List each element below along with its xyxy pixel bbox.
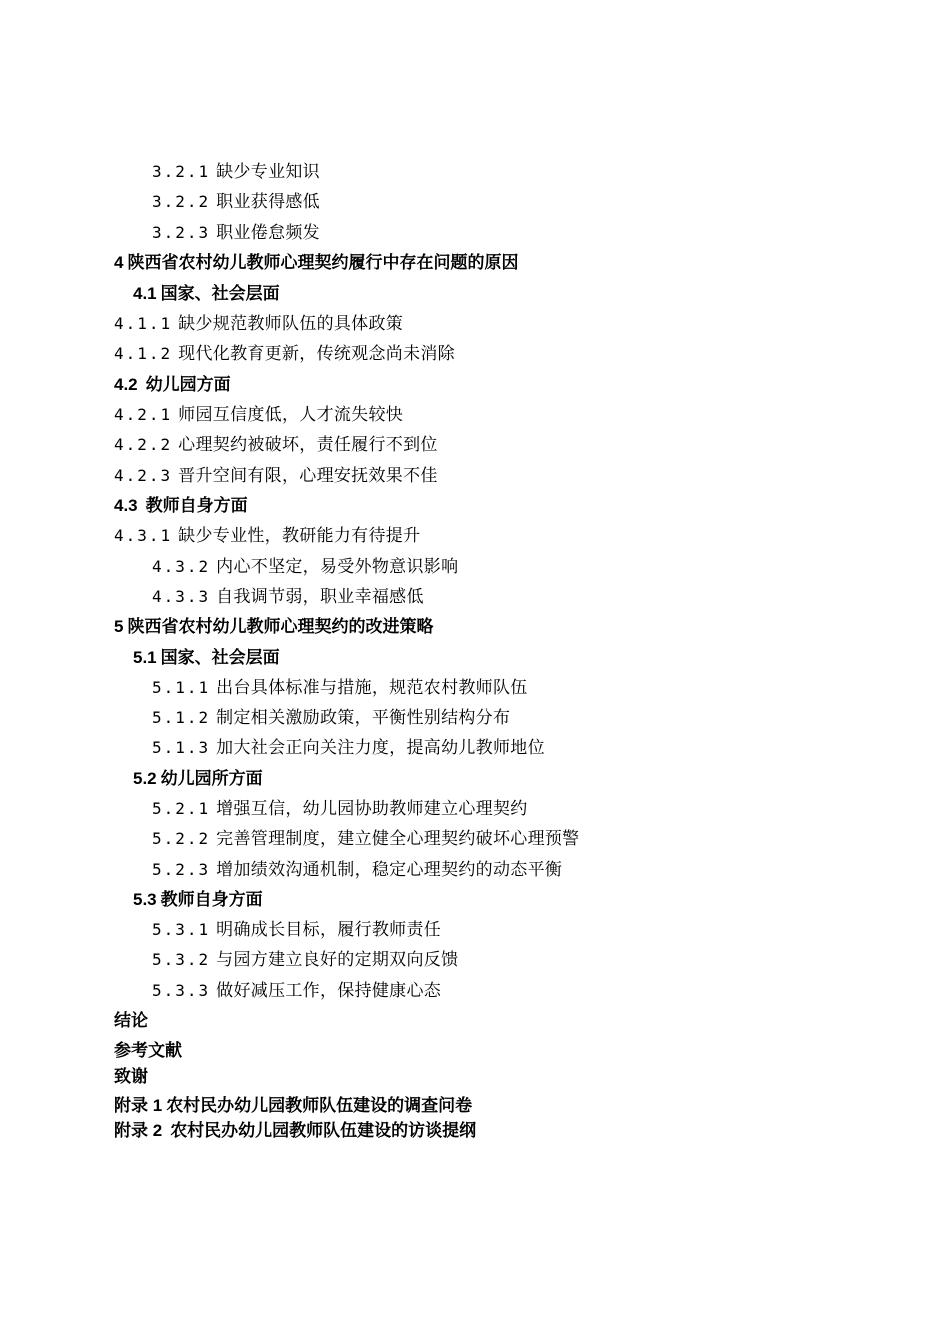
toc-entry-number: 3.2.3 [152,223,211,242]
toc-entry-number: 4.3.2 [152,557,211,576]
toc-entry-title: 心理契约被破坏，责任履行不到位 [178,435,438,455]
toc-entry[interactable] [114,464,438,488]
toc-entry-number: 4.2.2 [114,435,173,454]
toc-chapter-heading[interactable] [114,615,433,639]
toc-entry[interactable] [114,342,455,366]
toc-entry[interactable] [114,403,403,427]
toc-entry[interactable] [152,555,458,579]
toc-entry-number: 4.2.1 [114,405,173,424]
toc-entry-number: 5.2.1 [152,799,211,818]
toc-section-number: 4.1 [133,284,157,303]
toc-entry[interactable] [152,797,528,821]
toc-section-number: 4.3 [114,496,138,515]
toc-entry-number: 5.3.2 [152,950,211,969]
toc-entry[interactable] [152,979,441,1003]
toc-entry-number: 3.2.1 [152,162,211,181]
toc-entry[interactable] [152,190,320,214]
toc-entry[interactable] [152,918,441,942]
toc-entry-title: 缺少专业知识 [216,162,320,182]
toc-chapter-number: 4 [114,253,124,272]
toc-section-number: 5.1 [133,648,157,667]
toc-entry-title: 完善管理制度，建立健全心理契约破坏心理预警 [216,829,580,849]
toc-section-title: 幼儿园所方面 [160,769,263,789]
toc-section-title: 国家、社会层面 [160,284,280,304]
toc-entry-title: 明确成长目标，履行教师责任 [216,920,442,940]
toc-section-number: 5.3 [133,890,157,909]
toc-appendix-title: 农村民办幼儿园教师队伍建设的调查问卷 [166,1096,473,1116]
toc-section-heading[interactable] [133,646,280,670]
toc-acknowledgements-title: 致谢 [114,1067,148,1087]
toc-entry-number: 5.3.3 [152,981,211,1000]
toc-acknowledgements[interactable] [114,1065,148,1089]
toc-entry-number: 5.1.1 [152,678,211,697]
toc-conclusion-title: 结论 [114,1011,148,1031]
toc-entry-title: 缺少专业性，教研能力有待提升 [178,526,421,546]
toc-entry-title: 与园方建立良好的定期双向反馈 [216,950,459,970]
toc-appendix-number: 附录 2 [114,1121,163,1140]
toc-entry-number: 4.3.3 [152,587,211,606]
toc-entry-number: 4.2.3 [114,466,173,485]
toc-chapter-number: 5 [114,617,124,636]
toc-entry-title: 缺少规范教师队伍的具体政策 [178,314,404,334]
toc-entry[interactable] [152,676,528,700]
toc-entry-number: 5.3.1 [152,920,211,939]
toc-chapter-title: 陕西省农村幼儿教师心理契约履行中存在问题的原因 [127,253,519,273]
toc-entry-title: 增强互信，幼儿园协助教师建立心理契约 [216,799,528,819]
toc-entry[interactable] [152,221,320,245]
toc-entry-number: 5.2.2 [152,829,211,848]
toc-entry[interactable] [114,433,438,457]
toc-section-heading[interactable] [114,373,231,397]
toc-appendix[interactable] [114,1119,476,1143]
toc-entry-number: 5.1.3 [152,738,211,757]
toc-appendix[interactable] [114,1094,472,1118]
toc-entry[interactable] [152,736,545,760]
toc-conclusion[interactable] [114,1009,148,1033]
toc-entry-number: 4.3.1 [114,526,173,545]
toc-entry-title: 增加绩效沟通机制，稳定心理契约的动态平衡 [216,860,563,880]
toc-section-title: 教师自身方面 [160,890,263,910]
toc-entry-title: 现代化教育更新，传统观念尚未消除 [178,344,455,364]
toc-section-heading[interactable] [114,494,248,518]
toc-entry-title: 职业倦怠频发 [216,223,320,243]
toc-entry-title: 晋升空间有限，心理安抚效果不佳 [178,466,438,486]
toc-section-title: 国家、社会层面 [160,648,280,668]
toc-entry-title: 内心不坚定，易受外物意识影响 [216,557,459,577]
toc-entry-title: 加大社会正向关注力度，提高幼儿教师地位 [216,738,545,758]
toc-references[interactable] [114,1039,182,1063]
toc-appendix-title: 农村民办幼儿园教师队伍建设的访谈提纲 [170,1121,477,1141]
toc-entry[interactable] [114,312,403,336]
toc-appendix-number: 附录 1 [114,1096,163,1115]
toc-entry[interactable] [152,858,562,882]
toc-section-number: 5.2 [133,769,157,788]
toc-chapter-title: 陕西省农村幼儿教师心理契约的改进策略 [127,617,434,637]
toc-entry-title: 制定相关激励政策，平衡性别结构分布 [216,708,511,728]
toc-chapter-heading[interactable] [114,251,518,275]
toc-entry[interactable] [152,585,424,609]
toc-entry-title: 职业获得感低 [216,192,320,212]
toc-entry-title: 自我调节弱，职业幸福感低 [216,587,424,607]
toc-entry[interactable] [114,524,420,548]
toc-section-heading[interactable] [133,767,263,791]
toc-entry[interactable] [152,827,579,851]
toc-entry-title: 师园互信度低，人才流失较快 [178,405,404,425]
toc-entry[interactable] [152,948,458,972]
toc-section-heading[interactable] [133,888,263,912]
toc-section-title: 幼儿园方面 [145,375,231,395]
toc-section-heading[interactable] [133,282,280,306]
toc-entry-number: 4.1.2 [114,344,173,363]
toc-entry-number: 3.2.2 [152,192,211,211]
toc-entry-number: 5.2.3 [152,860,211,879]
toc-entry-title: 做好减压工作，保持健康心态 [216,981,442,1001]
toc-references-title: 参考文献 [114,1041,182,1061]
toc-section-number: 4.2 [114,375,138,394]
toc-entry-title: 出台具体标准与措施，规范农村教师队伍 [216,678,528,698]
toc-entry-number: 5.1.2 [152,708,211,727]
toc-entry[interactable] [152,706,510,730]
toc-entry-number: 4.1.1 [114,314,173,333]
toc-entry[interactable] [152,160,320,184]
toc-section-title: 教师自身方面 [145,496,248,516]
